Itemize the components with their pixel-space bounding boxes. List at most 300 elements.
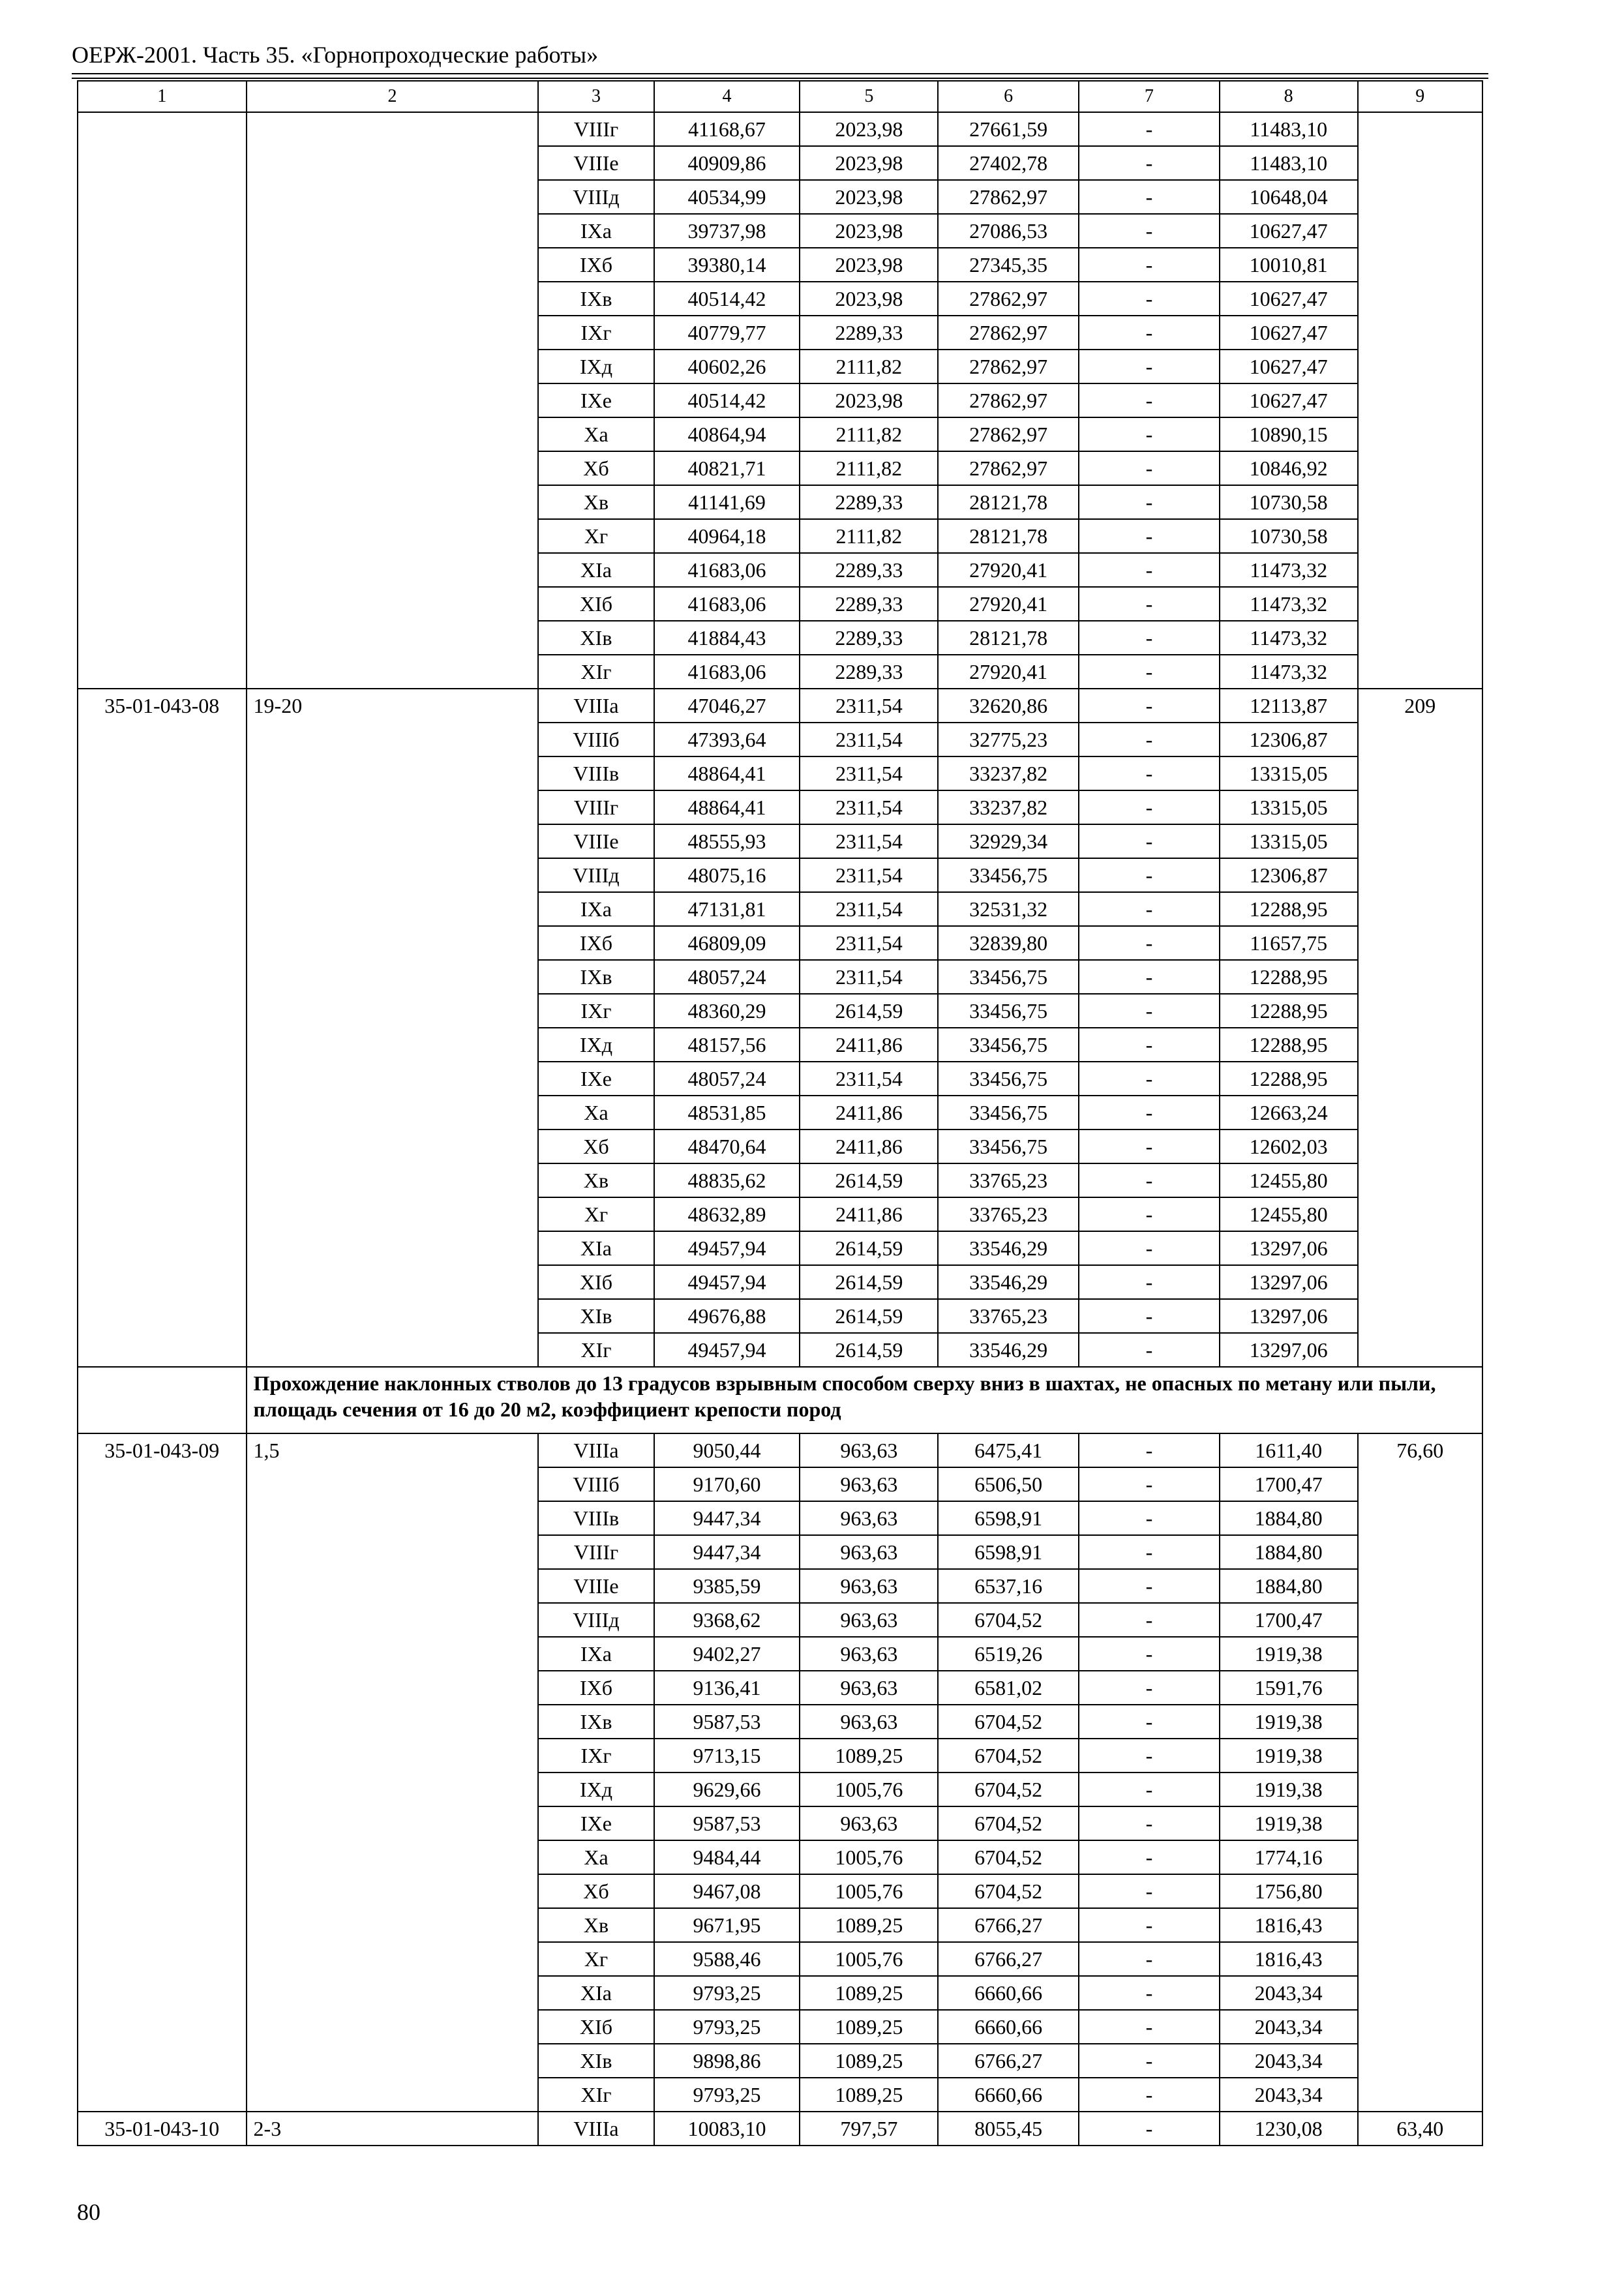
- wages-cell: 2311,54: [800, 689, 938, 723]
- machines-cell: 33765,23: [938, 1299, 1079, 1333]
- category-cell: VIIIв: [538, 1501, 654, 1535]
- total-cost-cell: 9793,25: [654, 2010, 800, 2044]
- total-cost-cell: 48057,24: [654, 1062, 800, 1096]
- wages-cell: 2311,54: [800, 926, 938, 960]
- wages-cell: 1089,25: [800, 1739, 938, 1773]
- materials-cell: 10846,92: [1220, 451, 1358, 485]
- category-cell: Xв: [538, 1908, 654, 1942]
- category-cell: Xб: [538, 1874, 654, 1908]
- materials-cell: 10627,47: [1220, 316, 1358, 350]
- category-cell: IXг: [538, 316, 654, 350]
- drivers-wages-cell: -: [1079, 1840, 1220, 1874]
- machines-cell: 6704,52: [938, 1840, 1079, 1874]
- total-cost-cell: 40864,94: [654, 417, 800, 451]
- total-cost-cell: 47131,81: [654, 892, 800, 926]
- drivers-wages-cell: -: [1079, 1603, 1220, 1637]
- wages-cell: 1089,25: [800, 2010, 938, 2044]
- total-cost-cell: 41683,06: [654, 553, 800, 587]
- total-cost-cell: 10083,10: [654, 2112, 800, 2146]
- category-cell: Xв: [538, 485, 654, 519]
- wages-cell: 963,63: [800, 1671, 938, 1705]
- materials-cell: 13297,06: [1220, 1299, 1358, 1333]
- drivers-wages-cell: -: [1079, 451, 1220, 485]
- machines-cell: 27345,35: [938, 248, 1079, 282]
- category-cell: VIIIе: [538, 146, 654, 180]
- machines-cell: 6660,66: [938, 2010, 1079, 2044]
- category-cell: VIIIб: [538, 723, 654, 756]
- drivers-wages-cell: -: [1079, 1299, 1220, 1333]
- wages-cell: 2614,59: [800, 1299, 938, 1333]
- materials-cell: 12306,87: [1220, 858, 1358, 892]
- machines-cell: 6598,91: [938, 1501, 1079, 1535]
- materials-cell: 1884,80: [1220, 1501, 1358, 1535]
- drivers-wages-cell: -: [1079, 1806, 1220, 1840]
- materials-cell: 1919,38: [1220, 1705, 1358, 1739]
- column-number: 2: [247, 81, 539, 112]
- materials-cell: 2043,34: [1220, 2044, 1358, 2078]
- category-cell: Xа: [538, 1840, 654, 1874]
- column-number: 9: [1358, 81, 1482, 112]
- wages-cell: 2289,33: [800, 587, 938, 621]
- category-cell: VIIIв: [538, 756, 654, 790]
- drivers-wages-cell: -: [1079, 1130, 1220, 1163]
- header-rule: [72, 73, 1488, 74]
- wages-cell: 963,63: [800, 1501, 938, 1535]
- materials-cell: 10627,47: [1220, 282, 1358, 316]
- table-row: [78, 112, 1482, 146]
- category-cell: XIг: [538, 1333, 654, 1367]
- drivers-wages-cell: -: [1079, 1265, 1220, 1299]
- machines-cell: 27920,41: [938, 553, 1079, 587]
- machines-cell: 27862,97: [938, 417, 1079, 451]
- category-cell: IXа: [538, 214, 654, 248]
- materials-cell: 2043,34: [1220, 1976, 1358, 2010]
- parameter-cell: 2-3: [247, 2112, 539, 2146]
- category-cell: VIIIа: [538, 689, 654, 723]
- total-cost-cell: 9385,59: [654, 1569, 800, 1603]
- machines-cell: 28121,78: [938, 621, 1079, 655]
- wages-cell: 2289,33: [800, 553, 938, 587]
- category-cell: VIIIг: [538, 1535, 654, 1569]
- drivers-wages-cell: -: [1079, 756, 1220, 790]
- drivers-wages-cell: -: [1079, 1163, 1220, 1197]
- machines-cell: 6766,27: [938, 2044, 1079, 2078]
- wages-cell: 2111,82: [800, 350, 938, 383]
- wages-cell: 1089,25: [800, 2044, 938, 2078]
- total-cost-cell: 48360,29: [654, 994, 800, 1028]
- drivers-wages-cell: -: [1079, 994, 1220, 1028]
- total-cost-cell: 48470,64: [654, 1130, 800, 1163]
- machines-cell: 27086,53: [938, 214, 1079, 248]
- category-cell: Xг: [538, 1942, 654, 1976]
- drivers-wages-cell: -: [1079, 248, 1220, 282]
- drivers-wages-cell: -: [1079, 2044, 1220, 2078]
- machines-cell: 32620,86: [938, 689, 1079, 723]
- wages-cell: 963,63: [800, 1637, 938, 1671]
- section-spacer-cell: [78, 1367, 247, 1433]
- page-header-title: ОЕРЖ-2001. Часть 35. «Горнопроходческие работы»: [72, 42, 599, 68]
- total-cost-cell: 49676,88: [654, 1299, 800, 1333]
- materials-cell: 10730,58: [1220, 485, 1358, 519]
- machines-cell: 33456,75: [938, 1062, 1079, 1096]
- category-cell: XIб: [538, 1265, 654, 1299]
- drivers-wages-cell: -: [1079, 485, 1220, 519]
- table-row: [78, 2112, 1482, 2146]
- total-cost-cell: 9136,41: [654, 1671, 800, 1705]
- total-cost-cell: 40514,42: [654, 383, 800, 417]
- materials-cell: 13315,05: [1220, 756, 1358, 790]
- category-cell: VIIIа: [538, 1433, 654, 1467]
- machines-cell: 27402,78: [938, 146, 1079, 180]
- wages-cell: 2411,86: [800, 1130, 938, 1163]
- wages-cell: 2023,98: [800, 282, 938, 316]
- category-cell: VIIIе: [538, 824, 654, 858]
- machines-cell: 33546,29: [938, 1333, 1079, 1367]
- category-cell: IXа: [538, 1637, 654, 1671]
- wages-cell: 2614,59: [800, 1163, 938, 1197]
- wages-cell: 2289,33: [800, 485, 938, 519]
- drivers-wages-cell: -: [1079, 417, 1220, 451]
- wages-cell: 1005,76: [800, 1942, 938, 1976]
- total-cost-cell: 9170,60: [654, 1467, 800, 1501]
- wages-cell: 963,63: [800, 1603, 938, 1637]
- total-cost-cell: 9368,62: [654, 1603, 800, 1637]
- materials-cell: 13297,06: [1220, 1265, 1358, 1299]
- materials-cell: 12288,95: [1220, 960, 1358, 994]
- labor-cost-cell: [1358, 112, 1482, 689]
- wages-cell: 963,63: [800, 1705, 938, 1739]
- category-cell: XIв: [538, 2044, 654, 2078]
- category-cell: XIб: [538, 2010, 654, 2044]
- parameter-cell: 19-20: [247, 689, 539, 1367]
- machines-cell: 6766,27: [938, 1942, 1079, 1976]
- category-cell: IXв: [538, 282, 654, 316]
- labor-cost-cell: 209: [1358, 689, 1482, 1367]
- materials-cell: 1591,76: [1220, 1671, 1358, 1705]
- drivers-wages-cell: -: [1079, 1028, 1220, 1062]
- total-cost-cell: 9402,27: [654, 1637, 800, 1671]
- labor-cost-cell: 63,40: [1358, 2112, 1482, 2146]
- total-cost-cell: 9793,25: [654, 1976, 800, 2010]
- category-cell: Xб: [538, 451, 654, 485]
- total-cost-cell: 9629,66: [654, 1773, 800, 1806]
- parameter-cell: [247, 112, 539, 689]
- category-cell: VIIIг: [538, 112, 654, 146]
- wages-cell: 1089,25: [800, 2078, 938, 2112]
- total-cost-cell: 49457,94: [654, 1231, 800, 1265]
- machines-cell: 6704,52: [938, 1739, 1079, 1773]
- drivers-wages-cell: -: [1079, 1231, 1220, 1265]
- wages-cell: 963,63: [800, 1806, 938, 1840]
- drivers-wages-cell: -: [1079, 1569, 1220, 1603]
- materials-cell: 11473,32: [1220, 553, 1358, 587]
- materials-cell: 10627,47: [1220, 383, 1358, 417]
- machines-cell: 33237,82: [938, 756, 1079, 790]
- materials-cell: 1700,47: [1220, 1467, 1358, 1501]
- rates-table: [77, 80, 1483, 2146]
- category-cell: IXе: [538, 383, 654, 417]
- machines-cell: 6598,91: [938, 1535, 1079, 1569]
- category-cell: IXд: [538, 1773, 654, 1806]
- total-cost-cell: 40909,86: [654, 146, 800, 180]
- category-cell: IXа: [538, 892, 654, 926]
- total-cost-cell: 41168,67: [654, 112, 800, 146]
- wages-cell: 2614,59: [800, 1333, 938, 1367]
- materials-cell: 1816,43: [1220, 1908, 1358, 1942]
- total-cost-cell: 48632,89: [654, 1197, 800, 1231]
- machines-cell: 6537,16: [938, 1569, 1079, 1603]
- total-cost-cell: 9898,86: [654, 2044, 800, 2078]
- table-row: [78, 689, 1482, 723]
- materials-cell: 1884,80: [1220, 1569, 1358, 1603]
- total-cost-cell: 40514,42: [654, 282, 800, 316]
- materials-cell: 13297,06: [1220, 1333, 1358, 1367]
- category-cell: Xа: [538, 417, 654, 451]
- drivers-wages-cell: -: [1079, 2010, 1220, 2044]
- header-rule-double: [72, 78, 1488, 79]
- category-cell: VIIIб: [538, 1467, 654, 1501]
- machines-cell: 33456,75: [938, 1028, 1079, 1062]
- category-cell: VIIIа: [538, 2112, 654, 2146]
- total-cost-cell: 40964,18: [654, 519, 800, 553]
- category-cell: XIа: [538, 553, 654, 587]
- materials-cell: 12288,95: [1220, 994, 1358, 1028]
- wages-cell: 2111,82: [800, 519, 938, 553]
- materials-cell: 11473,32: [1220, 655, 1358, 689]
- column-number: 3: [538, 81, 654, 112]
- total-cost-cell: 48157,56: [654, 1028, 800, 1062]
- machines-cell: 27862,97: [938, 383, 1079, 417]
- total-cost-cell: 41683,06: [654, 587, 800, 621]
- wages-cell: 2023,98: [800, 214, 938, 248]
- section-heading-row: [78, 1367, 1482, 1433]
- materials-cell: 12455,80: [1220, 1197, 1358, 1231]
- table-body: [78, 81, 1482, 2146]
- rate-code-cell: 35-01-043-09: [78, 1433, 247, 2112]
- total-cost-cell: 41141,69: [654, 485, 800, 519]
- table-row: [78, 1433, 1482, 1467]
- wages-cell: 2289,33: [800, 655, 938, 689]
- category-cell: Xг: [538, 519, 654, 553]
- machines-cell: 33546,29: [938, 1231, 1079, 1265]
- drivers-wages-cell: -: [1079, 1637, 1220, 1671]
- drivers-wages-cell: -: [1079, 824, 1220, 858]
- drivers-wages-cell: -: [1079, 1197, 1220, 1231]
- machines-cell: 6704,52: [938, 1603, 1079, 1637]
- total-cost-cell: 9447,34: [654, 1535, 800, 1569]
- drivers-wages-cell: -: [1079, 1096, 1220, 1130]
- machines-cell: 28121,78: [938, 485, 1079, 519]
- materials-cell: 13315,05: [1220, 790, 1358, 824]
- page-number: 80: [77, 2199, 100, 2225]
- machines-cell: 32929,34: [938, 824, 1079, 858]
- drivers-wages-cell: -: [1079, 350, 1220, 383]
- total-cost-cell: 9467,08: [654, 1874, 800, 1908]
- drivers-wages-cell: -: [1079, 1062, 1220, 1096]
- materials-cell: 11483,10: [1220, 146, 1358, 180]
- machines-cell: 27920,41: [938, 655, 1079, 689]
- category-cell: IXб: [538, 926, 654, 960]
- machines-cell: 6766,27: [938, 1908, 1079, 1942]
- machines-cell: 27661,59: [938, 112, 1079, 146]
- wages-cell: 2311,54: [800, 1062, 938, 1096]
- drivers-wages-cell: -: [1079, 790, 1220, 824]
- category-cell: VIIIд: [538, 858, 654, 892]
- category-cell: VIIIд: [538, 180, 654, 214]
- total-cost-cell: 40602,26: [654, 350, 800, 383]
- wages-cell: 1089,25: [800, 1908, 938, 1942]
- total-cost-cell: 46809,09: [654, 926, 800, 960]
- wages-cell: 2614,59: [800, 1265, 938, 1299]
- category-cell: Xв: [538, 1163, 654, 1197]
- wages-cell: 2111,82: [800, 451, 938, 485]
- drivers-wages-cell: -: [1079, 587, 1220, 621]
- wages-cell: 2311,54: [800, 790, 938, 824]
- rate-code-cell: 35-01-043-08: [78, 689, 247, 1367]
- machines-cell: 6475,41: [938, 1433, 1079, 1467]
- materials-cell: 1611,40: [1220, 1433, 1358, 1467]
- drivers-wages-cell: -: [1079, 2112, 1220, 2146]
- wages-cell: 963,63: [800, 1535, 938, 1569]
- materials-cell: 10627,47: [1220, 214, 1358, 248]
- materials-cell: 1230,08: [1220, 2112, 1358, 2146]
- drivers-wages-cell: -: [1079, 1467, 1220, 1501]
- wages-cell: 1005,76: [800, 1840, 938, 1874]
- total-cost-cell: 9671,95: [654, 1908, 800, 1942]
- wages-cell: 963,63: [800, 1569, 938, 1603]
- materials-cell: 12306,87: [1220, 723, 1358, 756]
- wages-cell: 963,63: [800, 1433, 938, 1467]
- category-cell: XIа: [538, 1231, 654, 1265]
- total-cost-cell: 41683,06: [654, 655, 800, 689]
- total-cost-cell: 48864,41: [654, 756, 800, 790]
- wages-cell: 2023,98: [800, 180, 938, 214]
- materials-cell: 12602,03: [1220, 1130, 1358, 1163]
- drivers-wages-cell: -: [1079, 1671, 1220, 1705]
- materials-cell: 12113,87: [1220, 689, 1358, 723]
- total-cost-cell: 9793,25: [654, 2078, 800, 2112]
- total-cost-cell: 47046,27: [654, 689, 800, 723]
- machines-cell: 32775,23: [938, 723, 1079, 756]
- drivers-wages-cell: -: [1079, 180, 1220, 214]
- total-cost-cell: 9713,15: [654, 1739, 800, 1773]
- machines-cell: 33765,23: [938, 1197, 1079, 1231]
- materials-cell: 10890,15: [1220, 417, 1358, 451]
- wages-cell: 2111,82: [800, 417, 938, 451]
- total-cost-cell: 49457,94: [654, 1333, 800, 1367]
- machines-cell: 28121,78: [938, 519, 1079, 553]
- category-cell: XIб: [538, 587, 654, 621]
- category-cell: IXг: [538, 1739, 654, 1773]
- machines-cell: 33456,75: [938, 858, 1079, 892]
- category-cell: IXг: [538, 994, 654, 1028]
- total-cost-cell: 39737,98: [654, 214, 800, 248]
- labor-cost-cell: 76,60: [1358, 1433, 1482, 2112]
- category-cell: IXв: [538, 960, 654, 994]
- category-cell: XIа: [538, 1976, 654, 2010]
- category-cell: XIг: [538, 655, 654, 689]
- materials-cell: 1700,47: [1220, 1603, 1358, 1637]
- total-cost-cell: 40821,71: [654, 451, 800, 485]
- column-number: 8: [1220, 81, 1358, 112]
- wages-cell: 2023,98: [800, 146, 938, 180]
- drivers-wages-cell: -: [1079, 282, 1220, 316]
- drivers-wages-cell: -: [1079, 112, 1220, 146]
- total-cost-cell: 48864,41: [654, 790, 800, 824]
- machines-cell: 33456,75: [938, 1130, 1079, 1163]
- total-cost-cell: 48531,85: [654, 1096, 800, 1130]
- drivers-wages-cell: -: [1079, 926, 1220, 960]
- machines-cell: 32531,32: [938, 892, 1079, 926]
- materials-cell: 1919,38: [1220, 1773, 1358, 1806]
- materials-cell: 11657,75: [1220, 926, 1358, 960]
- materials-cell: 12288,95: [1220, 892, 1358, 926]
- section-heading: Прохождение наклонных стволов до 13 градусов взрывным способом сверху вниз в шахтах, не опасных по метану или пыли, площадь сечения от 16 до 20 м2, коэффициент крепости пород: [247, 1367, 1482, 1433]
- materials-cell: 12663,24: [1220, 1096, 1358, 1130]
- category-cell: XIг: [538, 2078, 654, 2112]
- machines-cell: 27862,97: [938, 451, 1079, 485]
- machines-cell: 27920,41: [938, 587, 1079, 621]
- category-cell: Xг: [538, 1197, 654, 1231]
- wages-cell: 1005,76: [800, 1773, 938, 1806]
- parameter-cell: 1,5: [247, 1433, 539, 2112]
- total-cost-cell: 48555,93: [654, 824, 800, 858]
- machines-cell: 27862,97: [938, 282, 1079, 316]
- wages-cell: 2311,54: [800, 824, 938, 858]
- machines-cell: 6660,66: [938, 1976, 1079, 2010]
- machines-cell: 33456,75: [938, 960, 1079, 994]
- column-number: 6: [938, 81, 1079, 112]
- wages-cell: 2311,54: [800, 756, 938, 790]
- drivers-wages-cell: -: [1079, 316, 1220, 350]
- materials-cell: 1919,38: [1220, 1739, 1358, 1773]
- drivers-wages-cell: -: [1079, 1333, 1220, 1367]
- rate-code-cell: [78, 112, 247, 689]
- drivers-wages-cell: -: [1079, 1535, 1220, 1569]
- drivers-wages-cell: -: [1079, 858, 1220, 892]
- machines-cell: 33765,23: [938, 1163, 1079, 1197]
- column-number: 5: [800, 81, 938, 112]
- materials-cell: 11483,10: [1220, 112, 1358, 146]
- column-number: 1: [78, 81, 247, 112]
- materials-cell: 10648,04: [1220, 180, 1358, 214]
- category-cell: IXб: [538, 1671, 654, 1705]
- machines-cell: 6519,26: [938, 1637, 1079, 1671]
- materials-cell: 12288,95: [1220, 1062, 1358, 1096]
- drivers-wages-cell: -: [1079, 146, 1220, 180]
- materials-cell: 11473,32: [1220, 621, 1358, 655]
- category-cell: Xб: [538, 1130, 654, 1163]
- wages-cell: 2311,54: [800, 723, 938, 756]
- materials-cell: 1774,16: [1220, 1840, 1358, 1874]
- wages-cell: 2311,54: [800, 892, 938, 926]
- drivers-wages-cell: -: [1079, 621, 1220, 655]
- materials-cell: 1816,43: [1220, 1942, 1358, 1976]
- total-cost-cell: 40534,99: [654, 180, 800, 214]
- machines-cell: 6704,52: [938, 1773, 1079, 1806]
- category-cell: IXе: [538, 1806, 654, 1840]
- materials-cell: 12455,80: [1220, 1163, 1358, 1197]
- machines-cell: 6506,50: [938, 1467, 1079, 1501]
- total-cost-cell: 9587,53: [654, 1705, 800, 1739]
- wages-cell: 2023,98: [800, 112, 938, 146]
- category-cell: IXд: [538, 1028, 654, 1062]
- materials-cell: 13315,05: [1220, 824, 1358, 858]
- table-wrapper: [77, 80, 1483, 2146]
- materials-cell: 2043,34: [1220, 2010, 1358, 2044]
- total-cost-cell: 9447,34: [654, 1501, 800, 1535]
- category-cell: IXе: [538, 1062, 654, 1096]
